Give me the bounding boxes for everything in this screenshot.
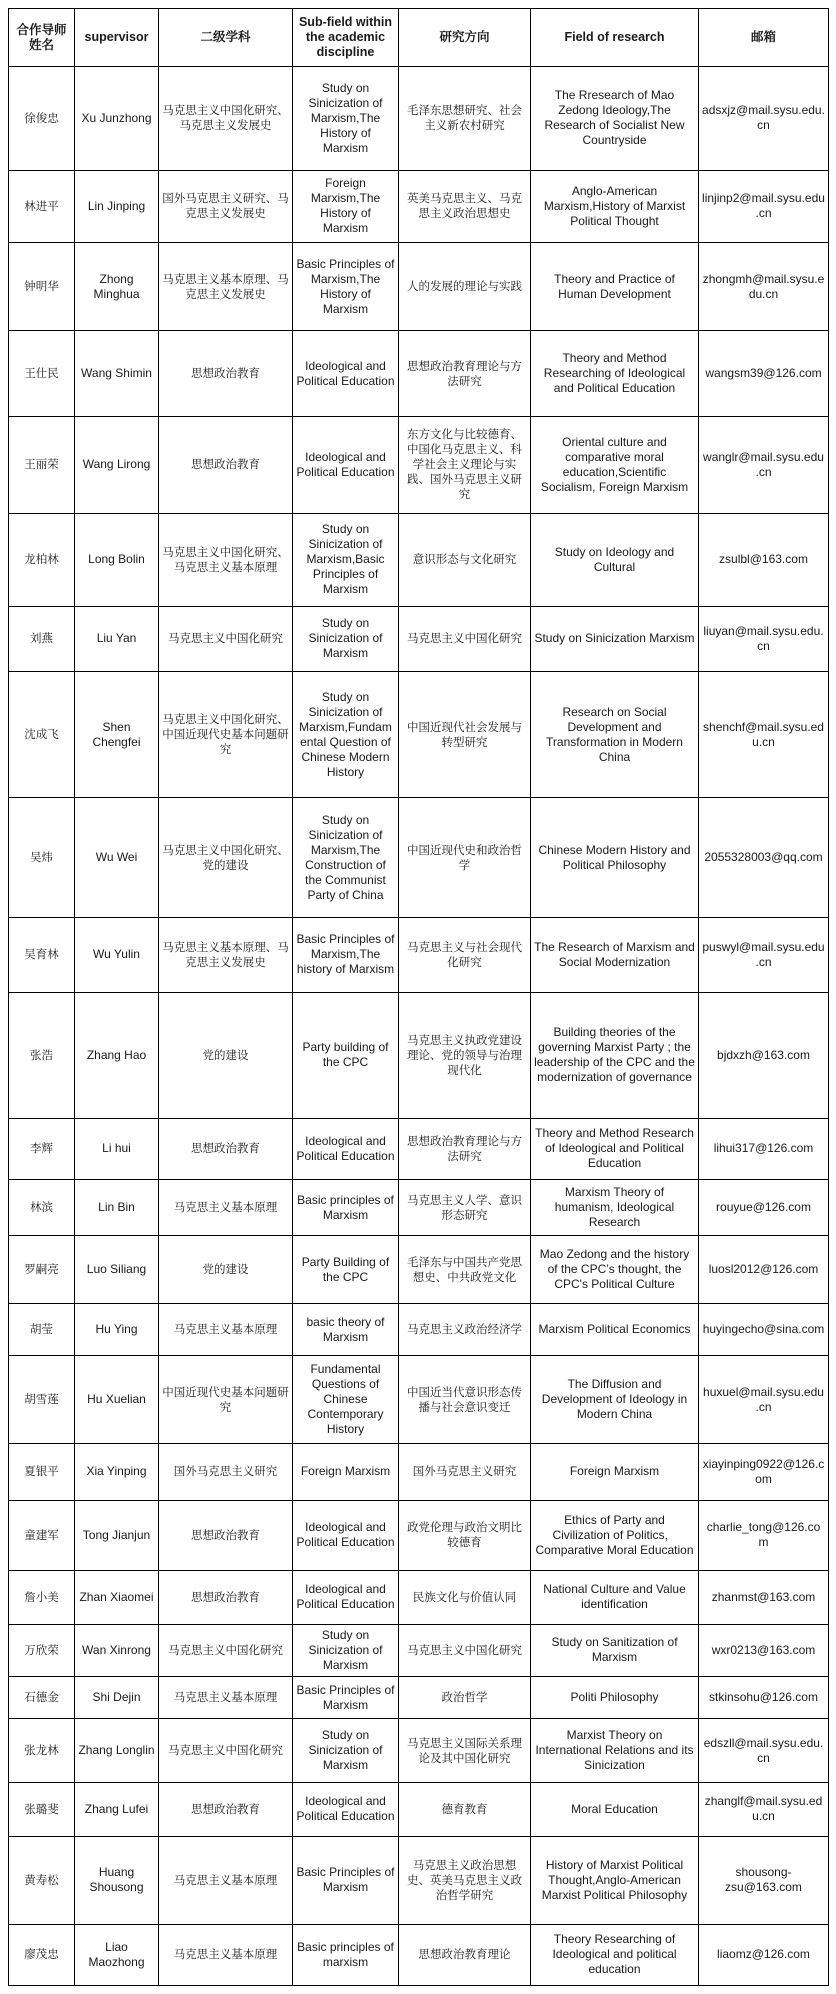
discipline-zh-cell: 马克思主义中国化研究、马克思主义基本原理 <box>159 513 293 606</box>
supervisor-cell: Zhong Minghua <box>75 243 159 331</box>
subfield-cell: Basic principles of Marxism <box>293 1179 399 1235</box>
subfield-cell: Foreign Marxism <box>293 1444 399 1500</box>
email-cell: shenchf@mail.sysu.edu.cn <box>699 672 829 798</box>
subfield-cell: basic theory of Marxism <box>293 1304 399 1356</box>
research-en-cell: The Research of Marxism and Social Modernization <box>531 918 699 993</box>
table-row <box>9 1444 829 1500</box>
supervisor-cell: Huang Shousong <box>75 1836 159 1924</box>
supervisor-cell: Wu Yulin <box>75 918 159 993</box>
research-en-cell: Theory and Method Research of Ideological and Political Education <box>531 1119 699 1180</box>
table-row <box>9 1570 829 1624</box>
discipline-zh-cell: 思想政治教育 <box>159 1500 293 1570</box>
subfield-cell: Ideological and Political Education <box>293 1782 399 1836</box>
research-zh-cell: 中国近现代社会发展与转型研究 <box>399 672 531 798</box>
research-zh-cell: 国外马克思主义研究 <box>399 1444 531 1500</box>
name-zh-cell: 张龙林 <box>9 1719 75 1782</box>
table-row <box>9 992 829 1118</box>
discipline-zh-cell: 思想政治教育 <box>159 416 293 513</box>
supervisor-cell: Shi Dejin <box>75 1676 159 1719</box>
supervisor-cell: Zhang Hao <box>75 992 159 1118</box>
email-cell: linjinp2@mail.sysu.edu.cn <box>699 170 829 242</box>
research-zh-cell: 毛泽东思想研究、社会主义新农村研究 <box>399 67 531 171</box>
email-cell: zsulbl@163.com <box>699 513 829 606</box>
discipline-zh-cell: 马克思主义中国化研究、中国近现代史基本问题研究 <box>159 672 293 798</box>
supervisor-cell: Lin Bin <box>75 1179 159 1235</box>
email-cell: rouyue@126.com <box>699 1179 829 1235</box>
research-en-cell: Marxism Political Economics <box>531 1304 699 1356</box>
name-zh-cell: 徐俊忠 <box>9 67 75 171</box>
table-row <box>9 1836 829 1924</box>
email-cell: luosl2012@126.com <box>699 1236 829 1304</box>
table-row <box>9 1500 829 1570</box>
subfield-cell: Ideological and Political Education <box>293 1119 399 1180</box>
research-zh-cell: 马克思主义人学、意识形态研究 <box>399 1179 531 1235</box>
discipline-zh-cell: 马克思主义中国化研究 <box>159 606 293 671</box>
name-zh-cell: 林滨 <box>9 1179 75 1235</box>
name-zh-cell: 黄寿松 <box>9 1836 75 1924</box>
research-en-cell: Research on Social Development and Transformation in Modern China <box>531 672 699 798</box>
header-research-zh: 研究方向 <box>399 9 531 67</box>
research-en-cell: Building theories of the governing Marxist Party ; the leadership of the CPC and the modernization of governance <box>531 992 699 1118</box>
email-cell: huyingecho@sina.com <box>699 1304 829 1356</box>
email-cell: wxr0213@163.com <box>699 1624 829 1676</box>
supervisor-cell: Lin Jinping <box>75 170 159 242</box>
table-row <box>9 672 829 798</box>
table-row <box>9 1179 829 1235</box>
subfield-cell: Fundamental Questions of Chinese Contemporary History <box>293 1356 399 1444</box>
name-zh-cell: 石德金 <box>9 1676 75 1719</box>
supervisor-cell: Wang Lirong <box>75 416 159 513</box>
research-zh-cell: 英美马克思主义、马克思主义政治思想史 <box>399 170 531 242</box>
research-en-cell: Politi Philosophy <box>531 1676 699 1719</box>
name-zh-cell: 胡雪莲 <box>9 1356 75 1444</box>
name-zh-cell: 刘燕 <box>9 606 75 671</box>
research-en-cell: Marxist Theory on International Relations and its Sinicization <box>531 1719 699 1782</box>
research-zh-cell: 东方文化与比较德育、中国化马克思主义、科学社会主义理论与实践、国外马克思主义研究 <box>399 416 531 513</box>
discipline-zh-cell: 马克思主义基本原理 <box>159 1304 293 1356</box>
supervisor-cell: Liao Maozhong <box>75 1924 159 1985</box>
email-cell: liuyan@mail.sysu.edu.cn <box>699 606 829 671</box>
supervisor-cell: Zhang Longlin <box>75 1719 159 1782</box>
research-en-cell: Ethics of Party and Civilization of Politics，Comparative Moral Education <box>531 1500 699 1570</box>
email-cell: edszll@mail.sysu.edu.cn <box>699 1719 829 1782</box>
name-zh-cell: 万欣荣 <box>9 1624 75 1676</box>
name-zh-cell: 廖茂忠 <box>9 1924 75 1985</box>
subfield-cell: Ideological and Political Education <box>293 1570 399 1624</box>
subfield-cell: Basic Principles of Marxism <box>293 1836 399 1924</box>
header-email: 邮箱 <box>699 9 829 67</box>
subfield-cell: Foreign Marxism,The History of Marxism <box>293 170 399 242</box>
name-zh-cell: 林进平 <box>9 170 75 242</box>
email-cell: wangsm39@126.com <box>699 331 829 417</box>
name-zh-cell: 龙柏林 <box>9 513 75 606</box>
research-zh-cell: 马克思主义与社会现代化研究 <box>399 918 531 993</box>
name-zh-cell: 王丽荣 <box>9 416 75 513</box>
table-row <box>9 331 829 417</box>
name-zh-cell: 张璐斐 <box>9 1782 75 1836</box>
supervisor-cell: Liu Yan <box>75 606 159 671</box>
research-zh-cell: 政治哲学 <box>399 1676 531 1719</box>
email-cell: wanglr@mail.sysu.edu.cn <box>699 416 829 513</box>
research-zh-cell: 思想政治教育理论 <box>399 1924 531 1985</box>
name-zh-cell: 童建军 <box>9 1500 75 1570</box>
email-cell: liaomz@126.com <box>699 1924 829 1985</box>
table-row <box>9 1236 829 1304</box>
discipline-zh-cell: 党的建设 <box>159 1236 293 1304</box>
subfield-cell: Ideological and Political Education <box>293 331 399 417</box>
discipline-zh-cell: 马克思主义基本原理 <box>159 1676 293 1719</box>
subfield-cell: Ideological and Political Education <box>293 1500 399 1570</box>
table-row <box>9 67 829 171</box>
supervisor-cell: Luo Siliang <box>75 1236 159 1304</box>
email-cell: zhanmst@163.com <box>699 1570 829 1624</box>
supervisor-cell: Zhan Xiaomei <box>75 1570 159 1624</box>
name-zh-cell: 王仕民 <box>9 331 75 417</box>
discipline-zh-cell: 马克思主义基本原理、马克思主义发展史 <box>159 918 293 993</box>
research-zh-cell: 思想政治教育理论与方法研究 <box>399 1119 531 1180</box>
name-zh-cell: 沈成飞 <box>9 672 75 798</box>
research-zh-cell: 马克思主义政治经济学 <box>399 1304 531 1356</box>
name-zh-cell: 夏银平 <box>9 1444 75 1500</box>
research-zh-cell: 意识形态与文化研究 <box>399 513 531 606</box>
header-supervisor: supervisor <box>75 9 159 67</box>
research-en-cell: History of Marxist Political Thought,Anglo-American Marxist Political Philosophy <box>531 1836 699 1924</box>
research-en-cell: National Culture and Value identification <box>531 1570 699 1624</box>
subfield-cell: Study on Sinicization of Marxism <box>293 1624 399 1676</box>
table-body <box>9 67 829 1986</box>
research-zh-cell: 马克思主义中国化研究 <box>399 606 531 671</box>
table-row <box>9 1356 829 1444</box>
discipline-zh-cell: 思想政治教育 <box>159 1782 293 1836</box>
subfield-cell: Study on Sinicization of Marxism,Fundamental Question of Chinese Modern History <box>293 672 399 798</box>
subfield-cell: Study on Sinicization of Marxism <box>293 1719 399 1782</box>
name-zh-cell: 罗嗣亮 <box>9 1236 75 1304</box>
research-en-cell: Anglo-American Marxism,History of Marxist Political Thought <box>531 170 699 242</box>
email-cell: lihui317@126.com <box>699 1119 829 1180</box>
research-zh-cell: 毛泽东与中国共产党思想史、中共政党文化 <box>399 1236 531 1304</box>
discipline-zh-cell: 马克思主义中国化研究、党的建设 <box>159 798 293 918</box>
research-zh-cell: 马克思主义国际关系理论及其中国化研究 <box>399 1719 531 1782</box>
research-en-cell: Theory Researching of Ideological and political education <box>531 1924 699 1985</box>
research-en-cell: Mao Zedong and the history of the CPC’s thought, the CPC's Political Culture <box>531 1236 699 1304</box>
discipline-zh-cell: 党的建设 <box>159 992 293 1118</box>
email-cell: 2055328003@qq.com <box>699 798 829 918</box>
email-cell: puswyl@mail.sysu.edu.cn <box>699 918 829 993</box>
email-cell: charlie_tong@126.com <box>699 1500 829 1570</box>
name-zh-cell: 李辉 <box>9 1119 75 1180</box>
supervisor-cell: Xia Yinping <box>75 1444 159 1500</box>
header-subfield: Sub-field within the academic discipline <box>293 9 399 67</box>
supervisor-cell: Tong Jianjun <box>75 1500 159 1570</box>
discipline-zh-cell: 思想政治教育 <box>159 331 293 417</box>
table-row <box>9 1119 829 1180</box>
discipline-zh-cell: 思想政治教育 <box>159 1570 293 1624</box>
subfield-cell: Basic Principles of Marxism <box>293 1676 399 1719</box>
discipline-zh-cell: 马克思主义中国化研究 <box>159 1624 293 1676</box>
email-cell: zhongmh@mail.sysu.edu.cn <box>699 243 829 331</box>
research-en-cell: Theory and Method Researching of Ideological and Political Education <box>531 331 699 417</box>
table-row <box>9 416 829 513</box>
research-en-cell: Oriental culture and comparative moral education,Scientific Socialism, Foreign Marxism <box>531 416 699 513</box>
research-zh-cell: 马克思主义中国化研究 <box>399 1624 531 1676</box>
table-row <box>9 606 829 671</box>
supervisor-cell: Wang Shimin <box>75 331 159 417</box>
table-row <box>9 1924 829 1985</box>
supervisor-cell: Hu Xuelian <box>75 1356 159 1444</box>
discipline-zh-cell: 国外马克思主义研究 <box>159 1444 293 1500</box>
email-cell: xiayinping0922@126.com <box>699 1444 829 1500</box>
table-row <box>9 1676 829 1719</box>
supervisor-cell: Wan Xinrong <box>75 1624 159 1676</box>
discipline-zh-cell: 马克思主义基本原理 <box>159 1179 293 1235</box>
name-zh-cell: 吴育林 <box>9 918 75 993</box>
table-row <box>9 243 829 331</box>
subfield-cell: Study on Sinicization of Marxism,The History of Marxism <box>293 67 399 171</box>
research-zh-cell: 民族文化与价值认同 <box>399 1570 531 1624</box>
research-en-cell: Study on Sanitization of Marxism <box>531 1624 699 1676</box>
subfield-cell: Basic Principles of Marxism,The History of Marxism <box>293 243 399 331</box>
discipline-zh-cell: 马克思主义基本原理 <box>159 1836 293 1924</box>
subfield-cell: Party building of the CPC <box>293 992 399 1118</box>
table-row <box>9 1304 829 1356</box>
research-en-cell: Study on Ideology and Cultural <box>531 513 699 606</box>
header-name-zh: 合作导师姓名 <box>9 9 75 67</box>
table-row <box>9 1624 829 1676</box>
subfield-cell: Basic Principles of Marxism,The history of Marxism <box>293 918 399 993</box>
supervisor-cell: Wu Wei <box>75 798 159 918</box>
email-cell: zhanglf@mail.sysu.edu.cn <box>699 1782 829 1836</box>
discipline-zh-cell: 马克思主义基本原理、马克思主义发展史 <box>159 243 293 331</box>
research-en-cell: The Diffusion and Development of Ideology in Modern China <box>531 1356 699 1444</box>
research-en-cell: Study on Sinicization Marxism <box>531 606 699 671</box>
table-row <box>9 513 829 606</box>
subfield-cell: Study on Sinicization of Marxism,Basic Principles of Marxism <box>293 513 399 606</box>
research-zh-cell: 政党伦理与政治文明比较德育 <box>399 1500 531 1570</box>
table-row <box>9 1782 829 1836</box>
name-zh-cell: 詹小美 <box>9 1570 75 1624</box>
table-row <box>9 170 829 242</box>
research-en-cell: Moral Education <box>531 1782 699 1836</box>
research-zh-cell: 人的发展的理论与实践 <box>399 243 531 331</box>
research-zh-cell: 思想政治教育理论与方法研究 <box>399 331 531 417</box>
subfield-cell: Study on Sinicization of Marxism <box>293 606 399 671</box>
supervisor-cell: Xu Junzhong <box>75 67 159 171</box>
email-cell: adsxjz@mail.sysu.edu.cn <box>699 67 829 171</box>
discipline-zh-cell: 马克思主义中国化研究 <box>159 1719 293 1782</box>
supervisor-cell: Long Bolin <box>75 513 159 606</box>
subfield-cell: Basic principles of marxism <box>293 1924 399 1985</box>
name-zh-cell: 吴炜 <box>9 798 75 918</box>
research-en-cell: Marxism Theory of humanism, Ideological Research <box>531 1179 699 1235</box>
research-zh-cell: 中国近现代史和政治哲学 <box>399 798 531 918</box>
supervisor-cell: Hu Ying <box>75 1304 159 1356</box>
research-zh-cell: 马克思主义政治思想史、英美马克思主义政治哲学研究 <box>399 1836 531 1924</box>
supervisor-cell: Zhang Lufei <box>75 1782 159 1836</box>
discipline-zh-cell: 马克思主义中国化研究、马克思主义发展史 <box>159 67 293 171</box>
email-cell: stkinsohu@126.com <box>699 1676 829 1719</box>
email-cell: shousong-zsu@163.com <box>699 1836 829 1924</box>
research-zh-cell: 中国近当代意识形态传播与社会意识变迁 <box>399 1356 531 1444</box>
subfield-cell: Party Building of the CPC <box>293 1236 399 1304</box>
subfield-cell: Study on Sinicization of Marxism,The Construction of the Communist Party of China <box>293 798 399 918</box>
discipline-zh-cell: 国外马克思主义研究、马克思主义发展史 <box>159 170 293 242</box>
research-zh-cell: 德育教育 <box>399 1782 531 1836</box>
name-zh-cell: 胡莹 <box>9 1304 75 1356</box>
name-zh-cell: 张浩 <box>9 992 75 1118</box>
supervisor-cell: Shen Chengfei <box>75 672 159 798</box>
email-cell: huxuel@mail.sysu.edu.cn <box>699 1356 829 1444</box>
research-en-cell: Theory and Practice of Human Development <box>531 243 699 331</box>
header-discipline-zh: 二级学科 <box>159 9 293 67</box>
research-en-cell: Foreign Marxism <box>531 1444 699 1500</box>
research-en-cell: Chinese Modern History and Political Philosophy <box>531 798 699 918</box>
table-row <box>9 918 829 993</box>
research-en-cell: The Rresearch of Mao Zedong Ideology,The Research of Socialist New Countryside <box>531 67 699 171</box>
header-row <box>9 9 829 67</box>
supervisor-table <box>8 8 829 1986</box>
research-zh-cell: 马克思主义执政党建设理论、党的领导与治理现代化 <box>399 992 531 1118</box>
header-research-en: Field of research <box>531 9 699 67</box>
discipline-zh-cell: 马克思主义基本原理 <box>159 1924 293 1985</box>
email-cell: bjdxzh@163.com <box>699 992 829 1118</box>
discipline-zh-cell: 中国近现代史基本问题研究 <box>159 1356 293 1444</box>
discipline-zh-cell: 思想政治教育 <box>159 1119 293 1180</box>
subfield-cell: Ideological and Political Education <box>293 416 399 513</box>
supervisor-cell: Li hui <box>75 1119 159 1180</box>
table-row <box>9 1719 829 1782</box>
name-zh-cell: 钟明华 <box>9 243 75 331</box>
table-row <box>9 798 829 918</box>
